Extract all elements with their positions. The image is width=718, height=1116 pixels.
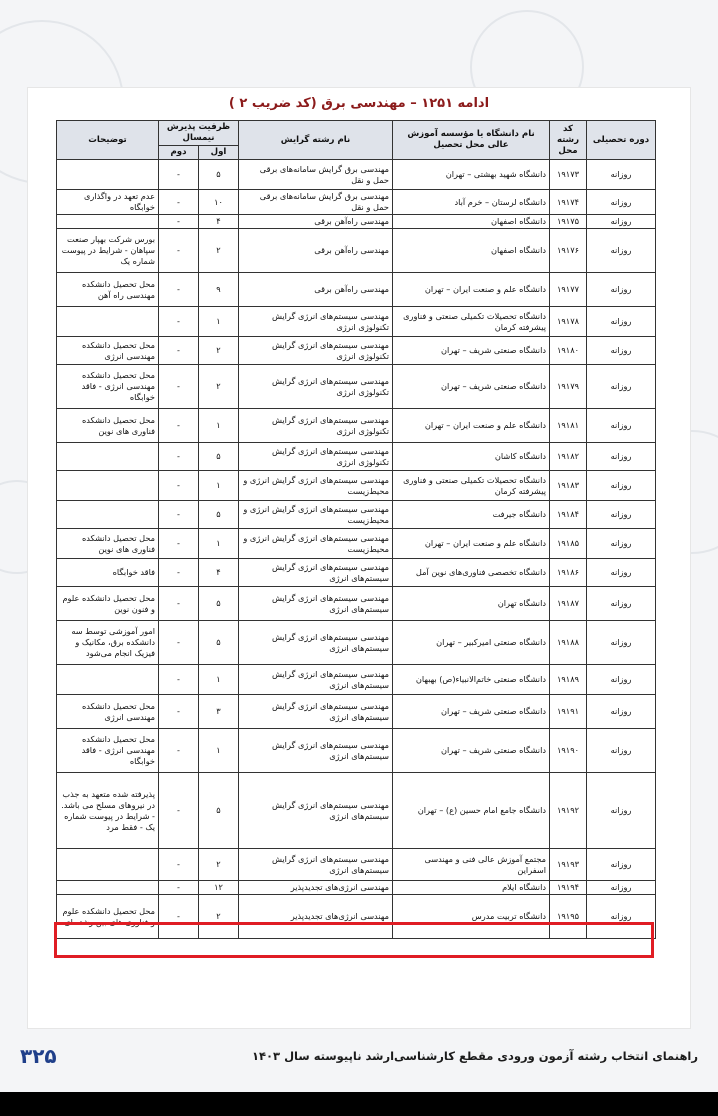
cell-period: روزانه <box>587 695 656 729</box>
cell-second-capacity: - <box>159 621 199 665</box>
header-second-semester: دوم <box>159 146 199 160</box>
cell-notes: فاقد خوابگاه <box>57 559 159 587</box>
cell-period: روزانه <box>587 190 656 215</box>
cell-field: مهندسی انرژی‌های تجدیدپذیر <box>239 895 393 939</box>
page-number: ۳۲۵ <box>20 1044 57 1068</box>
cell-code: ۱۹۱۷۷ <box>550 273 587 307</box>
cell-second-capacity: - <box>159 409 199 443</box>
table-row <box>57 215 656 229</box>
cell-second-capacity: - <box>159 773 199 849</box>
table-row <box>57 665 656 695</box>
cell-period: روزانه <box>587 409 656 443</box>
cell-code: ۱۹۱۹۲ <box>550 773 587 849</box>
table-row <box>57 621 656 665</box>
cell-notes: پذیرفته شده متعهد به جذب در نیروهای مسلح می باشد. - شرایط در پیوست شماره یک - فقط مرد <box>57 773 159 849</box>
table-row <box>57 307 656 337</box>
cell-university: دانشگاه صنعتی شریف – تهران <box>393 337 550 365</box>
cell-university: دانشگاه صنعتی امیرکبیر – تهران <box>393 621 550 665</box>
cell-field: مهندسی انرژی‌های تجدیدپذیر <box>239 881 393 895</box>
cell-notes: امور آموزشی توسط سه دانشکده برق، مکانیک و فیزیک انجام می‌شود <box>57 621 159 665</box>
header-capacity: ظرفیت پذیرش نیمسال <box>159 121 239 146</box>
cell-field: مهندسی سیستم‌های انرژی گرایش سیستم‌های انرژی <box>239 587 393 621</box>
cell-second-capacity: - <box>159 501 199 529</box>
cell-university: دانشگاه تحصیلات تکمیلی صنعتی و فناوری پیشرفته کرمان <box>393 307 550 337</box>
cell-second-capacity: - <box>159 665 199 695</box>
cell-second-capacity: - <box>159 559 199 587</box>
table-row <box>57 881 656 895</box>
table-row <box>57 443 656 471</box>
cell-code: ۱۹۱۷۴ <box>550 190 587 215</box>
cell-field: مهندسی سیستم‌های انرژی گرایش سیستم‌های انرژی <box>239 621 393 665</box>
table-row <box>57 190 656 215</box>
bottom-bar <box>0 1092 718 1116</box>
header-notes: توضیحات <box>57 121 159 160</box>
cell-field: مهندسی سیستم‌های انرژی گرایش سیستم‌های انرژی <box>239 773 393 849</box>
cell-period: روزانه <box>587 729 656 773</box>
cell-first-capacity: ۵ <box>199 443 239 471</box>
cell-university: دانشگاه تحصیلات تکمیلی صنعتی و فناوری پیشرفته کرمان <box>393 471 550 501</box>
cell-university: دانشگاه علم و صنعت ایران – تهران <box>393 529 550 559</box>
cell-code: ۱۹۱۸۳ <box>550 471 587 501</box>
cell-period: روزانه <box>587 621 656 665</box>
table-row <box>57 729 656 773</box>
cell-first-capacity: ۵ <box>199 621 239 665</box>
cell-period: روزانه <box>587 881 656 895</box>
cell-first-capacity: ۳ <box>199 695 239 729</box>
cell-period: روزانه <box>587 501 656 529</box>
cell-code: ۱۹۱۸۱ <box>550 409 587 443</box>
cell-university: دانشگاه شهید بهشتی – تهران <box>393 160 550 190</box>
cell-period: روزانه <box>587 307 656 337</box>
cell-notes: بورس شرکت بهپار صنعت سپاهان - شرایط در پیوست شماره یک <box>57 229 159 273</box>
cell-field: مهندسی راه‌آهن برقی <box>239 215 393 229</box>
table-row <box>57 471 656 501</box>
cell-university: دانشگاه صنعتی شریف – تهران <box>393 729 550 773</box>
table-header-row <box>57 121 656 146</box>
cell-university: دانشگاه علم و صنعت ایران – تهران <box>393 273 550 307</box>
table-row <box>57 695 656 729</box>
cell-period: روزانه <box>587 443 656 471</box>
cell-university: دانشگاه جیرفت <box>393 501 550 529</box>
cell-first-capacity: ۹ <box>199 273 239 307</box>
cell-notes: عدم تعهد در واگذاری خوابگاه <box>57 190 159 215</box>
page-title: ادامه ۱۲۵۱ – مهندسی برق (کد ضریب ۲ ) <box>228 96 490 111</box>
cell-code: ۱۹۱۸۸ <box>550 621 587 665</box>
cell-second-capacity: - <box>159 273 199 307</box>
cell-notes: محل تحصیل دانشکده فناوری های نوین <box>57 529 159 559</box>
cell-period: روزانه <box>587 160 656 190</box>
table-row <box>57 501 656 529</box>
cell-first-capacity: ۱ <box>199 409 239 443</box>
cell-notes: محل تحصیل دانشکده علوم و فناوری های بین رشته ای <box>57 895 159 939</box>
cell-notes: محل تحصیل دانشکده مهندسی راه آهن <box>57 273 159 307</box>
cell-university: دانشگاه اصفهان <box>393 215 550 229</box>
cell-university: دانشگاه صنعتی شریف – تهران <box>393 695 550 729</box>
cell-notes: محل تحصیل دانشکده علوم و فنون نوین <box>57 587 159 621</box>
cell-second-capacity: - <box>159 695 199 729</box>
cell-code: ۱۹۱۸۵ <box>550 529 587 559</box>
cell-field: مهندسی سیستم‌های انرژی گرایش تکنولوژی انرژی <box>239 409 393 443</box>
cell-period: روزانه <box>587 229 656 273</box>
cell-first-capacity: ۲ <box>199 849 239 881</box>
cell-field: مهندسی راه‌آهن برقی <box>239 273 393 307</box>
cell-first-capacity: ۴ <box>199 215 239 229</box>
cell-university: دانشگاه صنعتی شریف – تهران <box>393 365 550 409</box>
cell-notes: محل تحصیل دانشکده مهندسی انرژی - فاقد خوابگاه <box>57 729 159 773</box>
cell-second-capacity: - <box>159 529 199 559</box>
cell-code: ۱۹۱۸۶ <box>550 559 587 587</box>
cell-notes <box>57 849 159 881</box>
cell-first-capacity: ۵ <box>199 501 239 529</box>
cell-code: ۱۹۱۷۸ <box>550 307 587 337</box>
cell-period: روزانه <box>587 365 656 409</box>
cell-code: ۱۹۱۹۵ <box>550 895 587 939</box>
cell-first-capacity: ۱۲ <box>199 881 239 895</box>
cell-code: ۱۹۱۹۰ <box>550 729 587 773</box>
cell-notes <box>57 881 159 895</box>
cell-second-capacity: - <box>159 471 199 501</box>
cell-field: مهندسی سیستم‌های انرژی گرایش تکنولوژی انرژی <box>239 307 393 337</box>
footer-text: راهنمای انتخاب رشته آزمون ورودی مقطع کارشناسی‌ارشد ناپیوسته سال ۱۴۰۳ <box>252 1049 698 1063</box>
cell-field: مهندسی سیستم‌های انرژی گرایش سیستم‌های انرژی <box>239 729 393 773</box>
cell-period: روزانه <box>587 665 656 695</box>
cell-code: ۱۹۱۸۹ <box>550 665 587 695</box>
cell-notes: محل تحصیل دانشکده فناوری های نوین <box>57 409 159 443</box>
header-field: نام رشته گرایش <box>239 121 393 160</box>
cell-first-capacity: ۱ <box>199 729 239 773</box>
table-row <box>57 229 656 273</box>
table-row <box>57 160 656 190</box>
cell-first-capacity: ۵ <box>199 587 239 621</box>
cell-first-capacity: ۴ <box>199 559 239 587</box>
cell-code: ۱۹۱۸۰ <box>550 337 587 365</box>
cell-second-capacity: - <box>159 160 199 190</box>
cell-code: ۱۹۱۹۴ <box>550 881 587 895</box>
cell-notes <box>57 307 159 337</box>
cell-second-capacity: - <box>159 729 199 773</box>
cell-university: دانشگاه لرستان – خرم آباد <box>393 190 550 215</box>
cell-field: مهندسی سیستم‌های انرژی گرایش تکنولوژی انرژی <box>239 337 393 365</box>
cell-notes <box>57 665 159 695</box>
cell-period: روزانه <box>587 773 656 849</box>
cell-code: ۱۹۱۹۱ <box>550 695 587 729</box>
cell-notes <box>57 215 159 229</box>
table-row <box>57 337 656 365</box>
cell-field: مهندسی برق گرایش سامانه‌های برقی حمل و نقل <box>239 160 393 190</box>
table-row <box>57 273 656 307</box>
cell-university: مجتمع آموزش عالی فنی و مهندسی اسفراین <box>393 849 550 881</box>
header-code: کد رشته محل <box>550 121 587 160</box>
header-university: نام دانشگاه یا مؤسسه آموزش عالی محل تحصیل <box>393 121 550 160</box>
cell-notes: محل تحصیل دانشکده مهندسی انرژی <box>57 337 159 365</box>
cell-university: دانشگاه تخصصی فناوری‌های نوین آمل <box>393 559 550 587</box>
admission-table <box>56 120 656 939</box>
cell-university: دانشگاه کاشان <box>393 443 550 471</box>
cell-university: دانشگاه تهران <box>393 587 550 621</box>
cell-code: ۱۹۱۷۹ <box>550 365 587 409</box>
cell-second-capacity: - <box>159 337 199 365</box>
cell-second-capacity: - <box>159 365 199 409</box>
table-row <box>57 849 656 881</box>
table-row <box>57 409 656 443</box>
cell-code: ۱۹۱۹۳ <box>550 849 587 881</box>
cell-field: مهندسی سیستم‌های انرژی گرایش سیستم‌های انرژی <box>239 849 393 881</box>
table-row <box>57 365 656 409</box>
cell-second-capacity: - <box>159 881 199 895</box>
highlight-box <box>54 922 654 958</box>
cell-period: روزانه <box>587 849 656 881</box>
table-row <box>57 587 656 621</box>
cell-second-capacity: - <box>159 215 199 229</box>
cell-university: دانشگاه علم و صنعت ایران – تهران <box>393 409 550 443</box>
cell-field: مهندسی سیستم‌های انرژی گرایش سیستم‌های انرژی <box>239 559 393 587</box>
page-footer <box>20 1044 698 1068</box>
cell-second-capacity: - <box>159 587 199 621</box>
cell-period: روزانه <box>587 895 656 939</box>
cell-field: مهندسی سیستم‌های انرژی گرایش انرژی و محیط‌زیست <box>239 529 393 559</box>
cell-notes: محل تحصیل دانشکده مهندسی انرژی - فاقد خوابگاه <box>57 365 159 409</box>
cell-second-capacity: - <box>159 895 199 939</box>
cell-first-capacity: ۱ <box>199 665 239 695</box>
cell-notes <box>57 501 159 529</box>
cell-second-capacity: - <box>159 307 199 337</box>
cell-period: روزانه <box>587 337 656 365</box>
table-row <box>57 559 656 587</box>
cell-period: روزانه <box>587 471 656 501</box>
cell-field: مهندسی سیستم‌های انرژی گرایش تکنولوژی انرژی <box>239 365 393 409</box>
cell-notes <box>57 443 159 471</box>
cell-university: دانشگاه ایلام <box>393 881 550 895</box>
cell-first-capacity: ۵ <box>199 160 239 190</box>
cell-first-capacity: ۱ <box>199 307 239 337</box>
cell-period: روزانه <box>587 273 656 307</box>
cell-field: مهندسی سیستم‌های انرژی گرایش انرژی و محیط‌زیست <box>239 471 393 501</box>
table-row <box>57 773 656 849</box>
cell-first-capacity: ۲ <box>199 337 239 365</box>
cell-first-capacity: ۵ <box>199 773 239 849</box>
cell-code: ۱۹۱۷۵ <box>550 215 587 229</box>
cell-notes <box>57 160 159 190</box>
cell-second-capacity: - <box>159 849 199 881</box>
cell-period: روزانه <box>587 529 656 559</box>
cell-university: دانشگاه اصفهان <box>393 229 550 273</box>
cell-first-capacity: ۲ <box>199 365 239 409</box>
cell-notes <box>57 471 159 501</box>
cell-period: روزانه <box>587 215 656 229</box>
header-first-semester: اول <box>199 146 239 160</box>
cell-code: ۱۹۱۸۷ <box>550 587 587 621</box>
cell-field: مهندسی سیستم‌های انرژی گرایش تکنولوژی انرژی <box>239 443 393 471</box>
cell-field: مهندسی سیستم‌های انرژی گرایش سیستم‌های انرژی <box>239 695 393 729</box>
cell-first-capacity: ۱ <box>199 529 239 559</box>
cell-university: دانشگاه تربیت مدرس <box>393 895 550 939</box>
cell-field: مهندسی راه‌آهن برقی <box>239 229 393 273</box>
cell-code: ۱۹۱۸۴ <box>550 501 587 529</box>
cell-first-capacity: ۱ <box>199 471 239 501</box>
cell-period: روزانه <box>587 559 656 587</box>
cell-second-capacity: - <box>159 229 199 273</box>
cell-second-capacity: - <box>159 190 199 215</box>
cell-second-capacity: - <box>159 443 199 471</box>
header-period: دوره تحصیلی <box>587 121 656 160</box>
cell-university: دانشگاه صنعتی خاتم‌الانبیاء(ص) بهبهان <box>393 665 550 695</box>
cell-field: مهندسی سیستم‌های انرژی گرایش سیستم‌های انرژی <box>239 665 393 695</box>
cell-code: ۱۹۱۸۲ <box>550 443 587 471</box>
cell-field: مهندسی سیستم‌های انرژی گرایش انرژی و محیط‌زیست <box>239 501 393 529</box>
cell-period: روزانه <box>587 587 656 621</box>
cell-university: دانشگاه جامع امام حسین (ع) – تهران <box>393 773 550 849</box>
cell-code: ۱۹۱۷۳ <box>550 160 587 190</box>
table-row <box>57 529 656 559</box>
cell-notes: محل تحصیل دانشکده مهندسی انرژی <box>57 695 159 729</box>
cell-code: ۱۹۱۷۶ <box>550 229 587 273</box>
cell-first-capacity: ۱۰ <box>199 190 239 215</box>
cell-field: مهندسی برق گرایش سامانه‌های برقی حمل و نقل <box>239 190 393 215</box>
cell-first-capacity: ۲ <box>199 229 239 273</box>
cell-first-capacity: ۲ <box>199 895 239 939</box>
table-body <box>57 160 656 939</box>
